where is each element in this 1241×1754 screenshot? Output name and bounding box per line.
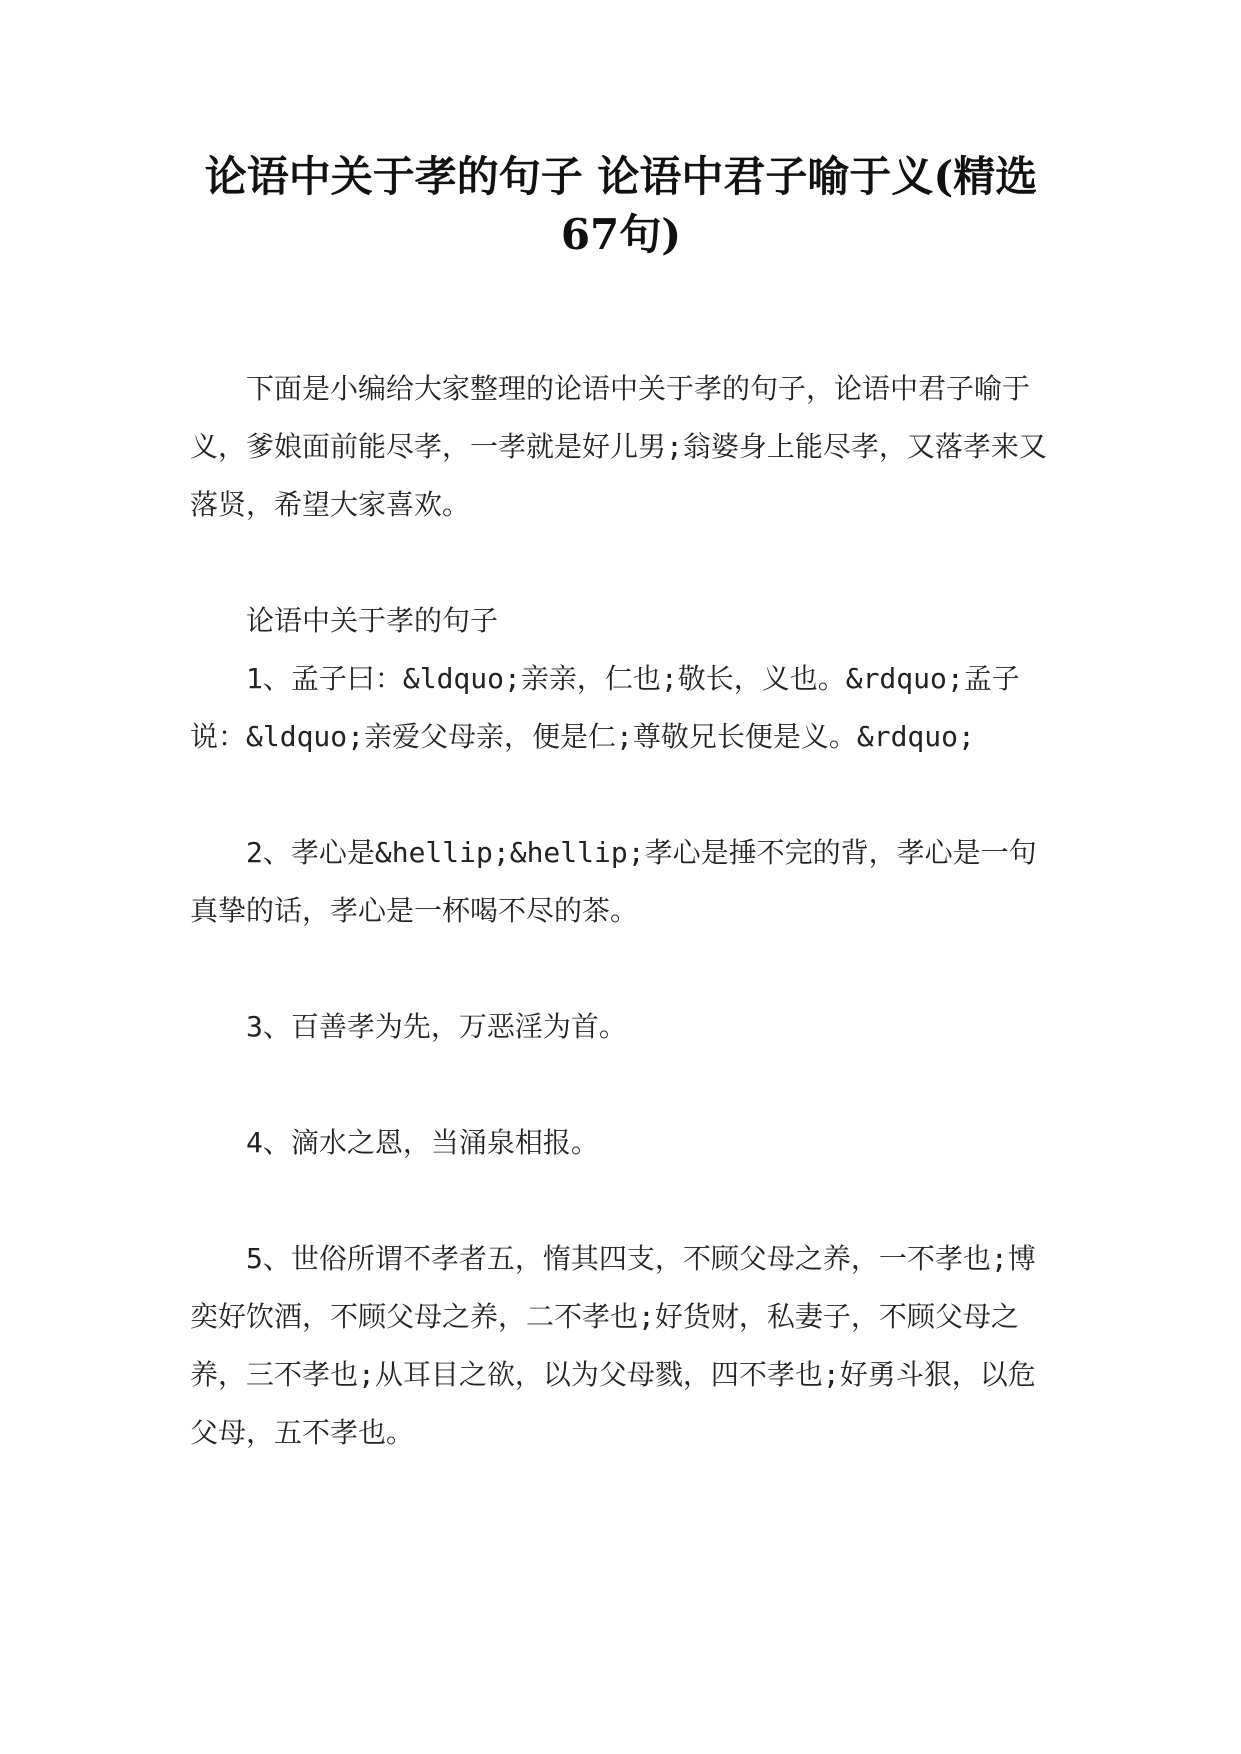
list-item: 3、百善孝为先，万恶淫为首。	[246, 1010, 627, 1043]
list-item: 1、孟子曰：&ldquo;亲亲，仁也;敬长，义也。&rdquo;孟子说：&ldquo;亲爱父母亲，便是仁;尊敬兄长便是义。&rdquo;	[190, 662, 1020, 753]
list-item: 5、世俗所谓不孝者五，惰其四支，不顾父母之养，一不孝也;博奕好饮酒，不顾父母之养，二不孝也;好货财，私妻子，不顾父母之养，三不孝也;从耳目之欲，以为父母戮，四不孝也;好勇斗狠，以危父母，五不孝也。	[190, 1242, 1036, 1449]
document-page	[190, 148, 1052, 1462]
list-item: 2、孝心是&hellip;&hellip;孝心是捶不完的背，孝心是一句真挚的话，孝心是一杯喝不尽的茶。	[190, 836, 1037, 927]
section-heading: 论语中关于孝的句子	[246, 604, 499, 637]
list-item: 4、滴水之恩，当涌泉相报。	[246, 1126, 599, 1159]
document-title: 论语中关于孝的句子 论语中君子喻于义(精选67句)	[204, 152, 1038, 259]
intro-paragraph: 下面是小编给大家整理的论语中关于孝的句子，论语中君子喻于义，爹娘面前能尽孝，一孝就是好儿男;翁婆身上能尽孝，又落孝来又落贤，希望大家喜欢。	[190, 372, 1047, 521]
